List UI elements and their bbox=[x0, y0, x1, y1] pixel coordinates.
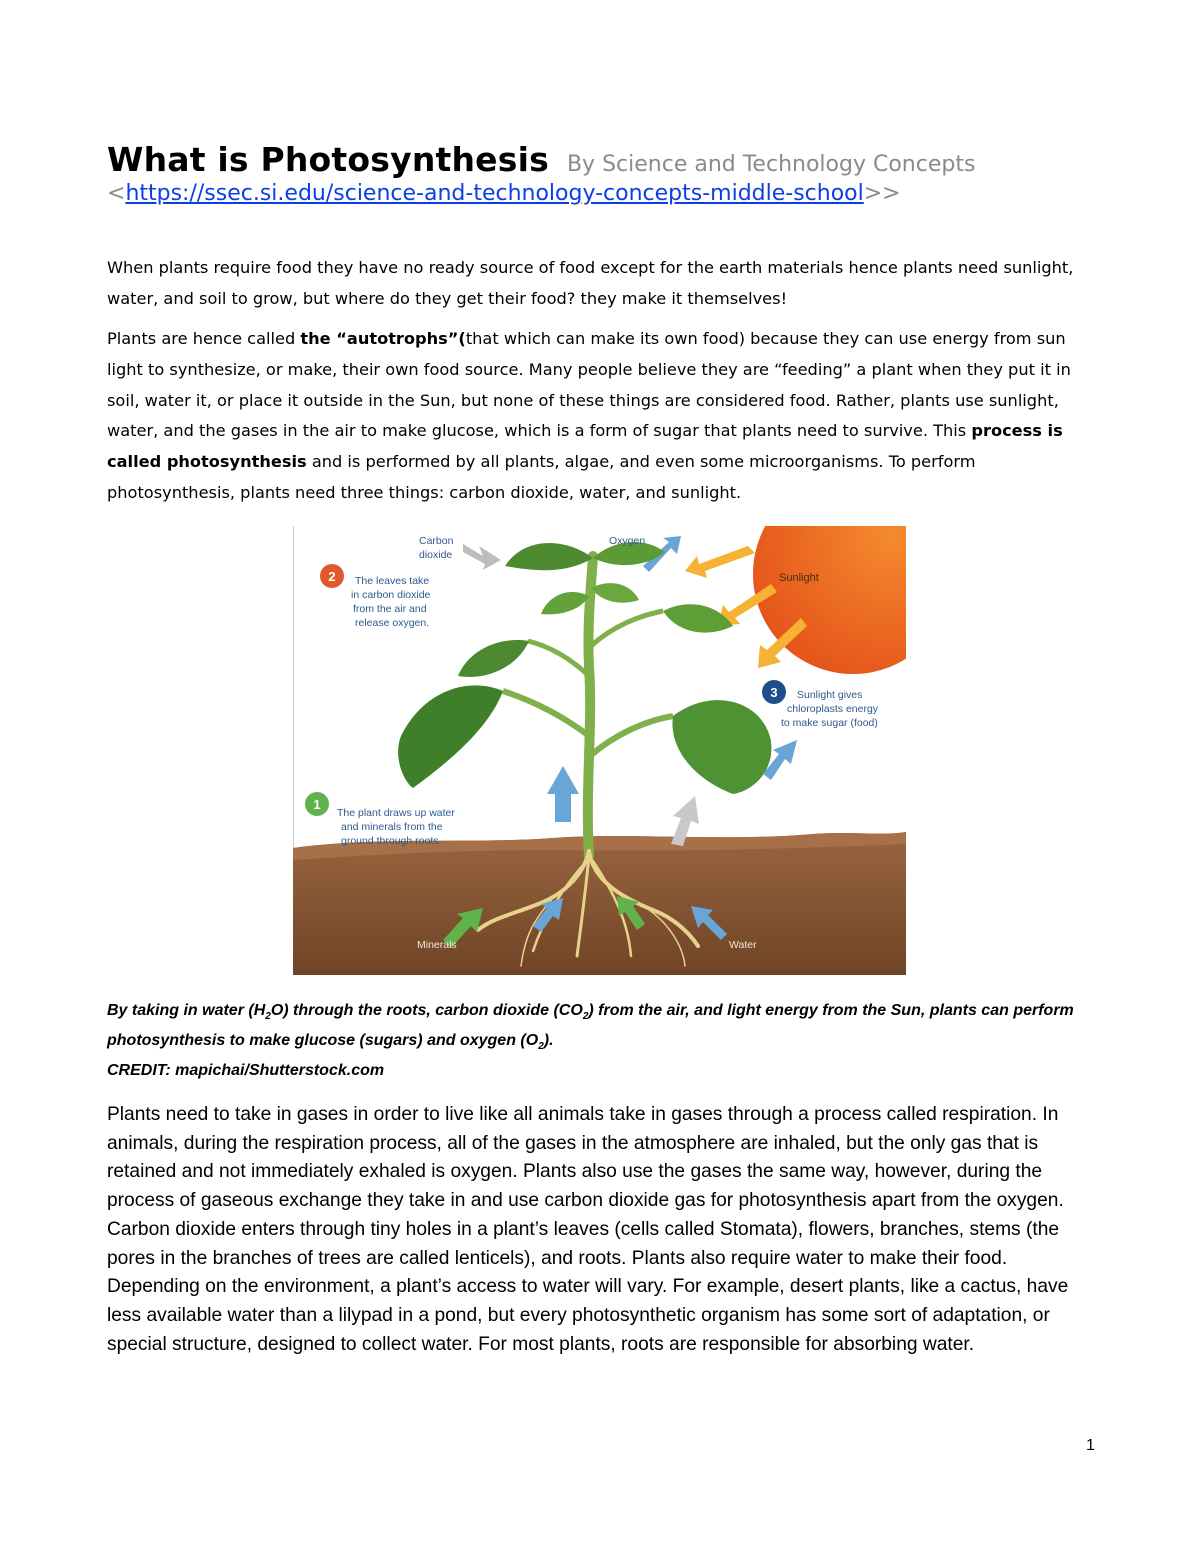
caption-credit: CREDIT: mapichai/Shutterstock.com bbox=[107, 1062, 385, 1080]
url-close-bracket: >> bbox=[863, 181, 901, 206]
water-label: Water bbox=[729, 939, 757, 951]
caption-text-4: ). bbox=[543, 1032, 554, 1050]
figure-caption bbox=[107, 999, 1097, 1083]
step1-number: 1 bbox=[313, 797, 321, 812]
step2-line2: in carbon dioxide bbox=[351, 589, 431, 601]
step1-line3: ground through roots. bbox=[341, 835, 442, 847]
url-open-bracket: < bbox=[107, 181, 126, 206]
carbon-dioxide-paragraph: Carbon dioxide enters through tiny holes in a plant’s leaves (cells called Stomata), flowers, branches, stems (the pores in the branches of trees are called lenticels), and roots. Plants also require water to make their food. Depending on the environment, a plant’s access to water will vary. For example, desert plants, like a cactus, have less available water than a lilypad in a pond, but every photosynthetic organism has some sort of adaptation, or special structure, designed to collect water. For most plants, roots are responsible for absorbing water. bbox=[107, 1218, 1069, 1355]
step2-line3: from the air and bbox=[353, 603, 427, 615]
diagram-svg bbox=[293, 526, 906, 975]
para2-text-a: Plants are hence called bbox=[107, 329, 301, 348]
title-line bbox=[107, 140, 975, 179]
page-number: 1 bbox=[1086, 1437, 1095, 1454]
plant-stem bbox=[588, 556, 593, 856]
photosynthesis-diagram bbox=[293, 526, 906, 975]
step2-line4: release oxygen. bbox=[355, 617, 430, 629]
step1-line2: and minerals from the bbox=[341, 821, 443, 833]
carbon-label-2: dioxide bbox=[419, 549, 453, 561]
caption-sub-3: 2 bbox=[538, 1041, 544, 1053]
caption-text-1: By taking in water (H bbox=[107, 1002, 266, 1019]
para2-text-c: that which can make its own food) because they can use energy from sun light to synthesize, or make, their own food source. Many people believe they are “feeding” a plant when they put it in soil, water it, or place it outside in the Sun, but none of these things are considered food. Rather, plants use sunlight, water, and the gases in the air to make glucose, which is a form of sugar that plants need to survive. This bbox=[107, 329, 1071, 441]
step3-number: 3 bbox=[770, 685, 778, 700]
step3-line3: to make sugar (food) bbox=[781, 717, 878, 729]
step3-line2: chloroplasts energy bbox=[787, 703, 879, 715]
caption-text-3: ) from the air, and light energy from the Sun, plants can perform photosynthesis to make glucose (sugars) and oxygen (O bbox=[107, 1002, 1074, 1050]
intro-paragraph: When plants require food they have no ready source of food except for the earth materials hence plants need sunlight, water, and soil to grow, but where do they get their food? they make it themselves! bbox=[107, 258, 1074, 308]
autotrophs-term: the “autotrophs”( bbox=[300, 329, 466, 348]
caption-text-2: O) through the roots, carbon dioxide (CO bbox=[270, 1002, 583, 1019]
caption-sub-1: 2 bbox=[265, 1011, 271, 1023]
step2-number: 2 bbox=[328, 569, 336, 584]
autotrophs-paragraph bbox=[107, 324, 1097, 509]
sunlight-label: Sunlight bbox=[779, 572, 819, 584]
source-link[interactable]: https://ssec.si.edu/science-and-technology-concepts-middle-school bbox=[125, 181, 864, 206]
respiration-paragraph: Plants need to take in gases in order to live like all animals take in gases through a process called respiration. In animals, during the respiration process, all of the gases in the atmosphere are inhaled, but the only gas that is retained and not immediately exhaled is oxygen. Plants also use the gases the same way, however, during the process of gaseous exchange they take in and use carbon dioxide gas for photosynthesis apart from the oxygen. bbox=[107, 1104, 1064, 1212]
step3-line1: Sunlight gives bbox=[797, 689, 863, 701]
minerals-label: Minerals bbox=[417, 939, 457, 951]
para2-text-e: and is performed by all plants, algae, and even some microorganisms. To perform photosynthesis, plants need three things: carbon dioxide, water, and sunlight. bbox=[107, 452, 976, 502]
byline: By Science and Technology Concepts bbox=[566, 152, 976, 177]
source-url-line bbox=[107, 181, 901, 206]
carbon-label-1: Carbon bbox=[419, 535, 454, 547]
step2-line1: The leaves take bbox=[355, 575, 430, 587]
caption-sub-2: 2 bbox=[582, 1011, 589, 1023]
step1-line1: The plant draws up water bbox=[337, 807, 455, 819]
photosynthesis-term: process is called photosynthesis bbox=[107, 421, 1063, 472]
body-section bbox=[107, 1101, 1102, 1359]
oxygen-label: Oxygen bbox=[609, 535, 646, 547]
page-title: What is Photosynthesis bbox=[107, 140, 549, 179]
